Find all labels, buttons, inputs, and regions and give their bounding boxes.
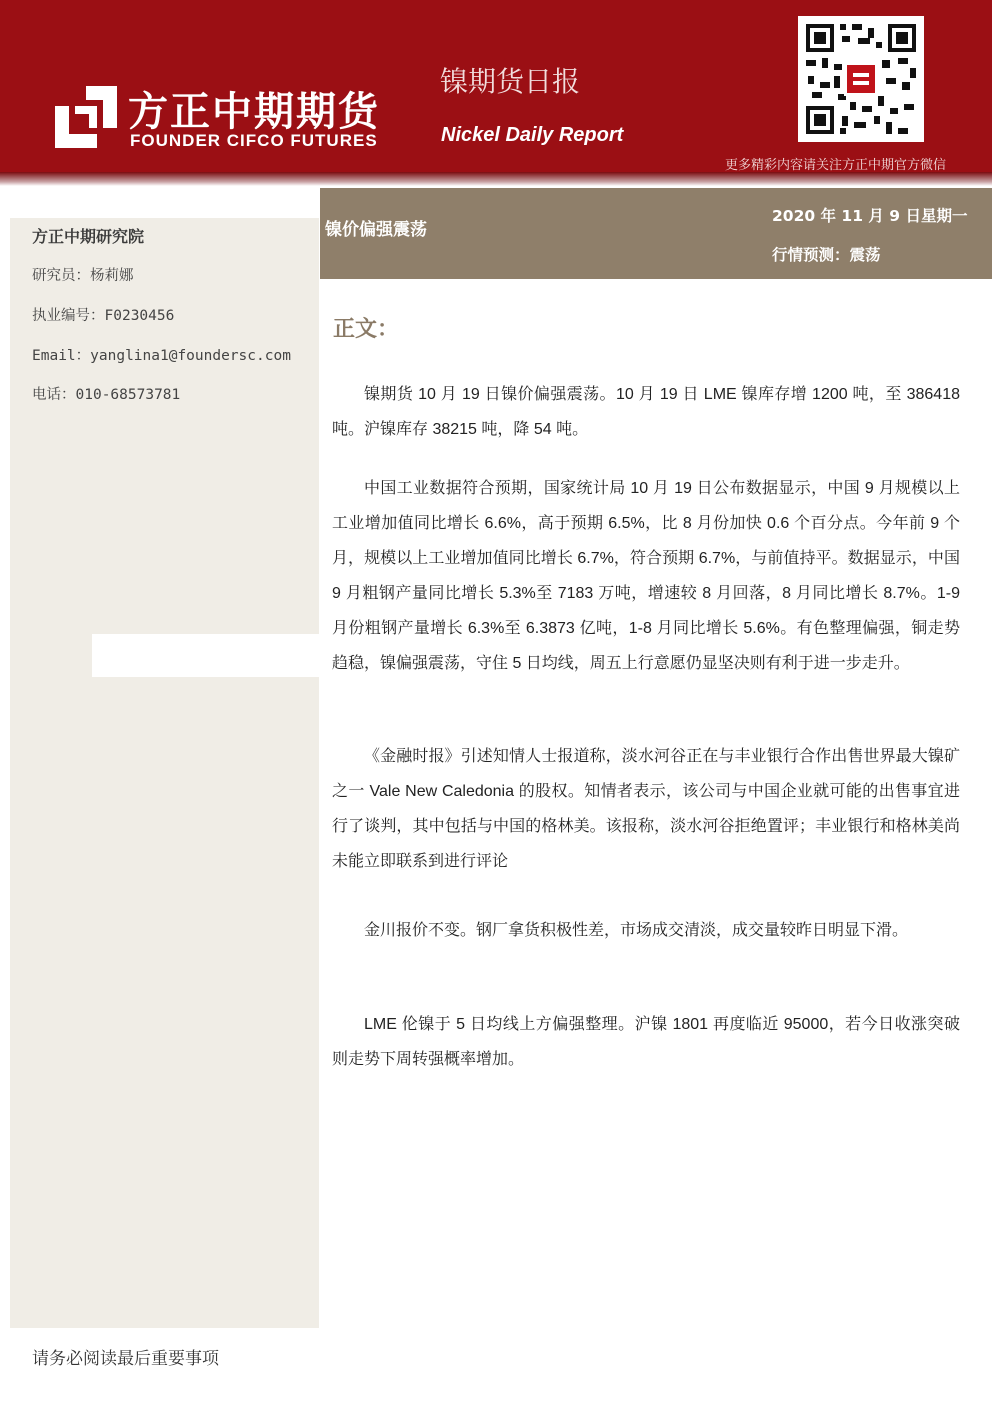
paragraph-lme-outlook: LME 伦镍于 5 日均线上方偏强整理。沪镍 1801 再度临近 95000，若今日收涨突破则走势下周转强概率增加。 — [332, 1016, 960, 1068]
paragraph-inventory: 镍期货 10 月 19 日镍价偏强震荡。10 月 19 日 LME 镍库存增 1200 吨，至 386418 吨。沪镍库存 38215 吨，降 54 吨。 — [332, 386, 960, 438]
brand-name-en: FOUNDER CIFCO FUTURES — [130, 131, 378, 150]
market-forecast: 行情预测：震荡 — [772, 246, 881, 264]
report-headline: 镍价偏强震荡 — [325, 220, 427, 240]
paragraph-industrial-data: 中国工业数据符合预期，国家统计局 10 月 19 日公布数据显示，中国 9 月规模以上工业增加值同比增长 6.6%，高于预期 6.5%，比 8 月份加快 0.6 个百分点。今年前 9 个月，规模以上工业增加值同比增长 6.7%，符合预期 6.7%，与前值持平。数据显示，中国 9 月粗钢产量同比增长 5.3%至 7183 万吨，增速较 8 月回落，8 月同比增长 8.7%。1-9 月份粗钢产量增长 6.3%至 6.3873 亿吨，1-8 月同比增长 5.6%。有色整理偏强，铜走势趋稳，镍偏强震荡，守住 5 日均线，周五上行意愿仍显坚决则有利于进一步走升。 — [332, 480, 960, 672]
body-heading: 正文： — [333, 317, 400, 342]
report-title-en: Nickel Daily Report — [441, 124, 624, 146]
header-divider — [0, 172, 992, 186]
license-number: 执业编号：F0230456 — [32, 308, 175, 324]
founder-logo-icon — [55, 86, 117, 148]
disclaimer-note: 请务必阅读最后重要事项 — [32, 1349, 219, 1369]
sidebar-notch — [92, 634, 322, 677]
brand-name-cn: 方正中期期货 — [128, 89, 380, 135]
wechat-qr-code-icon — [798, 16, 924, 142]
report-title-cn: 镍期货日报 — [440, 65, 581, 98]
phone-contact: 电话：010-68573781 — [32, 387, 181, 403]
report-date: 2020 年 11 月 9 日星期一 — [772, 207, 968, 225]
paragraph-jinchuan-price: 金川报价不变。钢厂拿货积极性差，市场成交清淡，成交量较昨日明显下滑。 — [364, 922, 909, 939]
paragraph-vale-news: 《金融时报》引述知情人士报道称，淡水河谷正在与丰业银行合作出售世界最大镍矿之一 Vale New Caledonia 的股权。知情者表示，该公司与中国企业就可能的出售事宜进行了谈判，其中包括与中国的格林美。该报称，淡水河谷拒绝置评；丰业银行和格林美尚未能立即联系到进行评论 — [332, 748, 960, 870]
research-institute: 方正中期研究院 — [32, 227, 145, 246]
researcher-name: 研究员：杨莉娜 — [32, 268, 134, 284]
qr-caption: 更多精彩内容请关注方正中期官方微信 — [725, 158, 947, 173]
email-contact[interactable]: Email：yanglina1@foundersc.com — [32, 348, 291, 364]
